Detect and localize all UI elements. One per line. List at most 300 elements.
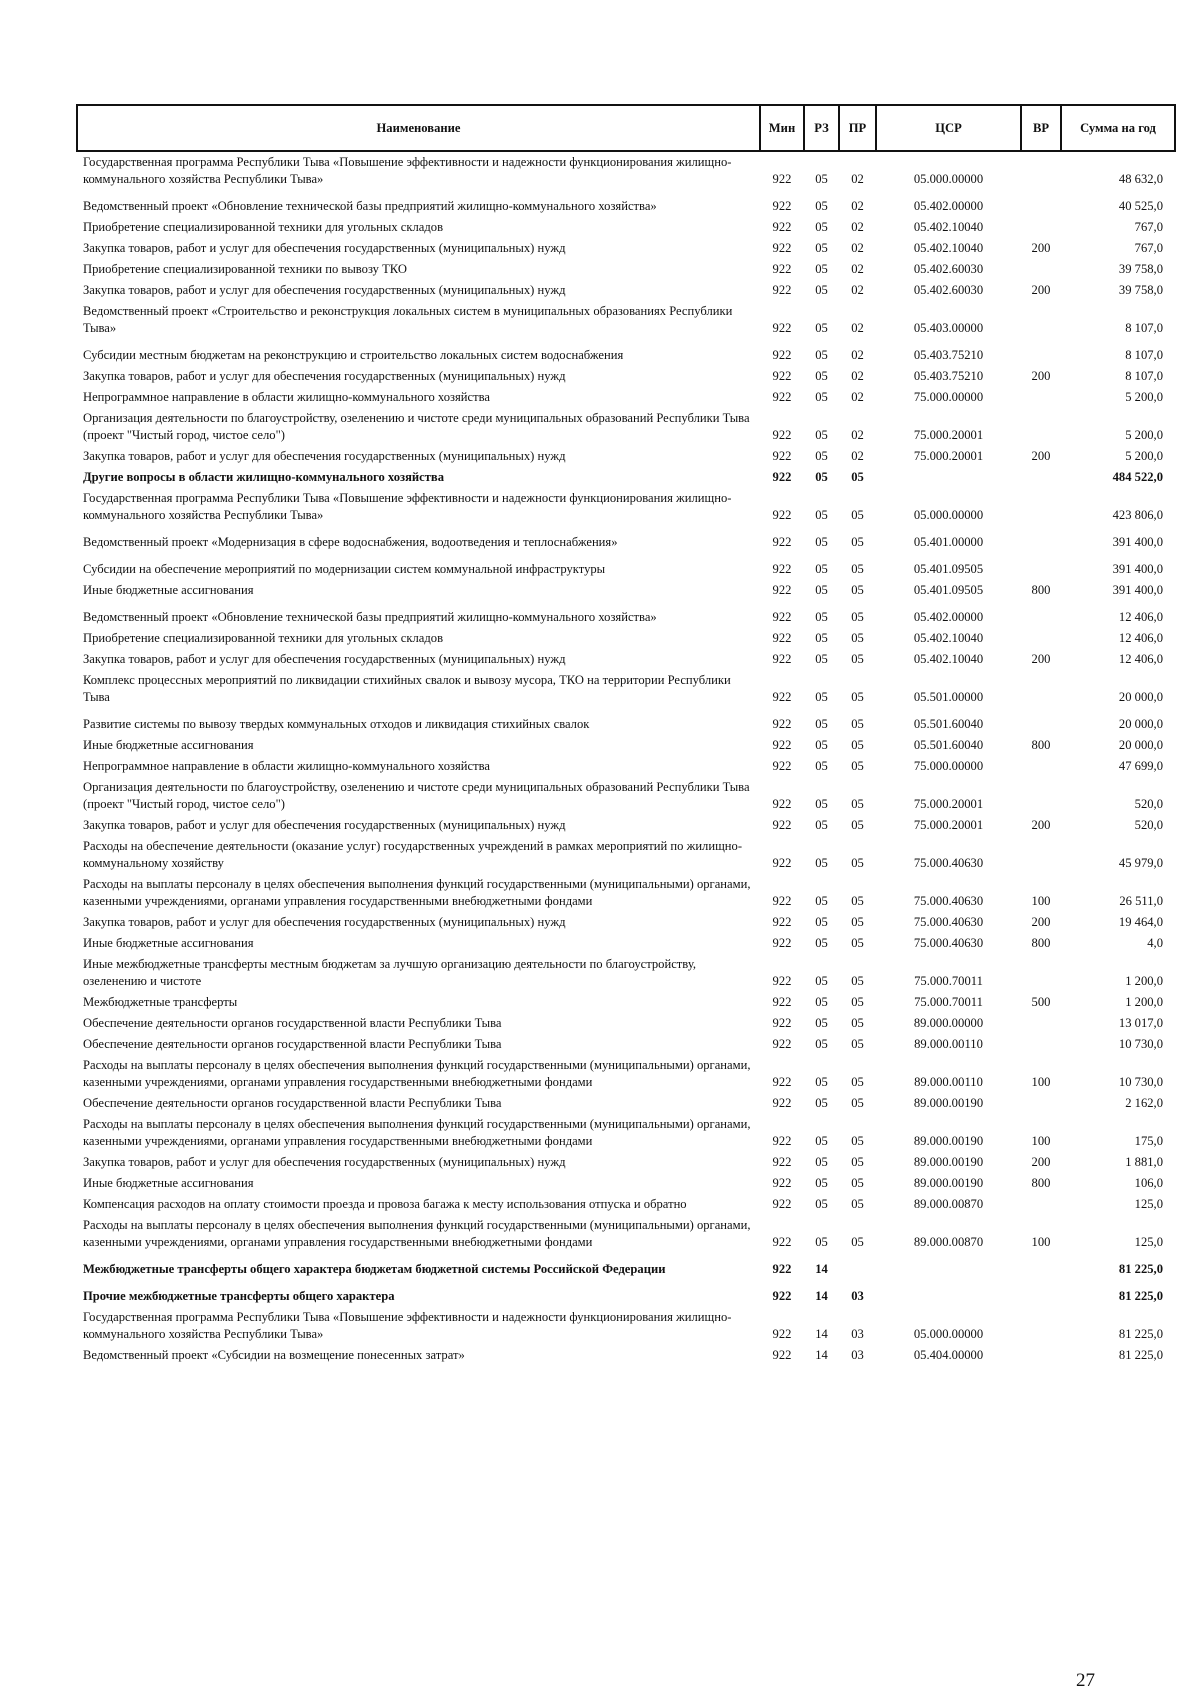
- cell-min: 922: [772, 241, 792, 255]
- cell-min: 922: [772, 348, 792, 362]
- cell-csr: 75.000.40630: [913, 915, 984, 929]
- cell-rz: 05: [815, 1134, 828, 1148]
- cell-min: 922: [772, 1096, 792, 1110]
- cell-name: Непрограммное направление в области жилищно-коммунального хозяйства: [83, 759, 490, 773]
- cell-sum: 20 000,0: [1118, 738, 1163, 752]
- cell-min: 922: [772, 936, 792, 950]
- cell-name: Расходы на выплаты персоналу в целях обеспечения выполнения функций государственными (муниципальными) органами, казенными учреждениями, органами управления государственными внебюджетными фондами: [83, 877, 751, 908]
- cell-min: 922: [772, 220, 792, 234]
- cell-pr: 05: [851, 995, 864, 1009]
- cell-rz: 05: [815, 283, 828, 297]
- cell-min: 922: [772, 690, 792, 704]
- cell-rz: 05: [815, 321, 828, 335]
- cell-pr: 05: [851, 562, 864, 576]
- cell-vr: [1021, 836, 1061, 874]
- cell-pr: 05: [851, 936, 864, 950]
- cell-sum: 767,0: [1134, 241, 1163, 255]
- cell-vr: [1021, 1307, 1061, 1345]
- cell-vr: 200: [1031, 449, 1051, 463]
- cell-pr: 05: [851, 717, 864, 731]
- cell-pr: 03: [851, 1327, 864, 1341]
- cell-vr: [1021, 217, 1061, 238]
- cell-min: 922: [772, 738, 792, 752]
- cell-pr: 05: [851, 797, 864, 811]
- cell-vr: [1021, 601, 1061, 628]
- cell-csr: 05.401.00000: [913, 535, 984, 549]
- cell-sum: 13 017,0: [1118, 1016, 1163, 1030]
- cell-min: 922: [772, 1348, 792, 1362]
- cell-min: 922: [772, 610, 792, 624]
- cell-vr: [1021, 1093, 1061, 1114]
- cell-min: 922: [772, 974, 792, 988]
- cell-sum: 1 200,0: [1125, 974, 1163, 988]
- cell-name: Закупка товаров, работ и услуг для обеспечения государственных (муниципальных) нужд: [83, 1155, 566, 1169]
- cell-name: Обеспечение деятельности органов государственной власти Республики Тыва: [83, 1016, 502, 1030]
- cell-name: Иные бюджетные ассигнования: [83, 738, 254, 752]
- cell-vr: 200: [1031, 818, 1051, 832]
- cell-pr: 02: [851, 199, 864, 213]
- cell-name: Приобретение специализированной техники для угольных складов: [83, 220, 444, 234]
- header-name: Наименование: [77, 105, 760, 151]
- cell-csr: 75.000.20001: [913, 797, 984, 811]
- cell-name: Ведомственный проект «Обновление технической базы предприятий жилищно-коммунального хозяйства»: [83, 199, 657, 213]
- cell-rz: 05: [815, 199, 828, 213]
- table-row: [77, 1307, 1175, 1345]
- cell-vr: 800: [1031, 583, 1051, 597]
- cell-sum: 1 881,0: [1125, 1155, 1163, 1169]
- cell-sum: 391 400,0: [1112, 583, 1163, 597]
- cell-rz: 05: [815, 818, 828, 832]
- table-row: [77, 933, 1175, 954]
- cell-pr: 05: [851, 818, 864, 832]
- cell-pr: 05: [851, 856, 864, 870]
- cell-name: Закупка товаров, работ и услуг для обеспечения государственных (муниципальных) нужд: [83, 449, 566, 463]
- cell-rz: 05: [815, 1016, 828, 1030]
- cell-min: 922: [772, 449, 792, 463]
- cell-vr: [1021, 526, 1061, 553]
- cell-rz: 14: [815, 1289, 828, 1303]
- cell-pr: 05: [851, 610, 864, 624]
- table-row: [77, 815, 1175, 836]
- cell-csr: 05.501.60040: [913, 738, 984, 752]
- cell-name: Обеспечение деятельности органов государственной власти Республики Тыва: [83, 1096, 502, 1110]
- cell-sum: 8 107,0: [1125, 369, 1163, 383]
- cell-pr: 05: [851, 690, 864, 704]
- cell-min: 922: [772, 1134, 792, 1148]
- cell-pr: 05: [851, 1176, 864, 1190]
- cell-sum: 767,0: [1134, 220, 1163, 234]
- cell-pr: 02: [851, 283, 864, 297]
- table-row: [77, 408, 1175, 446]
- cell-vr: [1021, 259, 1061, 280]
- cell-min: 922: [772, 652, 792, 666]
- table-row: [77, 151, 1175, 190]
- cell-sum: 48 632,0: [1118, 172, 1163, 186]
- cell-rz: 05: [815, 1075, 828, 1089]
- cell-rz: 05: [815, 690, 828, 704]
- table-row: [77, 874, 1175, 912]
- cell-rz: 05: [815, 562, 828, 576]
- cell-vr: [1021, 387, 1061, 408]
- cell-pr: 03: [851, 1348, 864, 1362]
- cell-vr: [1021, 339, 1061, 366]
- cell-rz: 05: [815, 936, 828, 950]
- cell-csr: 75.000.20001: [913, 818, 984, 832]
- cell-name: Иные бюджетные ассигнования: [83, 936, 254, 950]
- cell-pr: 02: [851, 390, 864, 404]
- cell-min: 922: [772, 915, 792, 929]
- table-row: [77, 1013, 1175, 1034]
- cell-csr: [876, 1253, 1021, 1280]
- table-row: [77, 1055, 1175, 1093]
- cell-vr: [1021, 467, 1061, 488]
- cell-rz: 05: [815, 449, 828, 463]
- cell-name: Закупка товаров, работ и услуг для обеспечения государственных (муниципальных) нужд: [83, 652, 566, 666]
- cell-sum: 175,0: [1134, 1134, 1163, 1148]
- cell-rz: 05: [815, 470, 828, 484]
- cell-rz: 05: [815, 428, 828, 442]
- cell-pr: 02: [851, 172, 864, 186]
- cell-rz: 05: [815, 390, 828, 404]
- cell-rz: 14: [815, 1348, 828, 1362]
- cell-name: Закупка товаров, работ и услуг для обеспечения государственных (муниципальных) нужд: [83, 241, 566, 255]
- cell-pr: 02: [851, 321, 864, 335]
- cell-sum: 81 225,0: [1118, 1289, 1163, 1303]
- cell-rz: 05: [815, 717, 828, 731]
- cell-name: Закупка товаров, работ и услуг для обеспечения государственных (муниципальных) нужд: [83, 369, 566, 383]
- cell-csr: 89.000.00190: [913, 1176, 984, 1190]
- cell-sum: 45 979,0: [1118, 856, 1163, 870]
- cell-csr: 89.000.00110: [914, 1075, 983, 1089]
- table-row: [77, 601, 1175, 628]
- cell-name: Ведомственный проект «Строительство и реконструкция локальных систем в муниципальных образованиях Республики Тыва»: [83, 304, 733, 335]
- cell-csr: 05.401.09505: [913, 583, 984, 597]
- cell-csr: 75.000.40630: [913, 936, 984, 950]
- table-row: [77, 1215, 1175, 1253]
- cell-rz: 05: [815, 535, 828, 549]
- cell-name: Ведомственный проект «Обновление технической базы предприятий жилищно-коммунального хозяйства»: [83, 610, 657, 624]
- table-row: [77, 992, 1175, 1013]
- cell-sum: 5 200,0: [1125, 390, 1163, 404]
- cell-rz: 05: [815, 1037, 828, 1051]
- table-row: [77, 1194, 1175, 1215]
- table-row: [77, 1034, 1175, 1055]
- cell-sum: 26 511,0: [1119, 894, 1163, 908]
- cell-pr: 05: [851, 894, 864, 908]
- cell-min: 922: [772, 1235, 792, 1249]
- cell-rz: 05: [815, 652, 828, 666]
- cell-vr: [1021, 408, 1061, 446]
- cell-name: Государственная программа Республики Тыва «Повышение эффективности и надежности функционирования жилищно-коммунального хозяйства Республики Тыва»: [83, 1310, 732, 1341]
- table-row: [77, 708, 1175, 735]
- cell-name: Субсидии местным бюджетам на реконструкцию и строительство локальных систем водоснабжения: [83, 348, 624, 362]
- cell-csr: 05.402.00000: [913, 199, 984, 213]
- cell-name: Государственная программа Республики Тыва «Повышение эффективности и надежности функционирования жилищно-коммунального хозяйства Республики Тыва»: [83, 155, 732, 186]
- cell-min: 922: [772, 508, 792, 522]
- cell-min: 922: [772, 1197, 792, 1211]
- cell-rz: 05: [815, 974, 828, 988]
- header-row: [77, 105, 1175, 151]
- table-body: [77, 151, 1175, 1366]
- cell-min: 922: [772, 1327, 792, 1341]
- budget-table: [76, 104, 1176, 1366]
- cell-name: Компенсация расходов на оплату стоимости проезда и провоза багажа к месту использования отпуска и обратно: [83, 1197, 687, 1211]
- cell-sum: 4,0: [1147, 936, 1163, 950]
- cell-vr: 100: [1031, 1075, 1051, 1089]
- table-row: [77, 649, 1175, 670]
- cell-csr: 05.000.00000: [913, 1327, 984, 1341]
- cell-name: Иные бюджетные ассигнования: [83, 1176, 254, 1190]
- header-csr: ЦСР: [876, 105, 1021, 151]
- cell-rz: 05: [815, 1197, 828, 1211]
- cell-vr: 200: [1031, 652, 1051, 666]
- cell-pr: 05: [851, 1075, 864, 1089]
- cell-csr: 05.402.60030: [913, 262, 984, 276]
- cell-rz: 05: [815, 583, 828, 597]
- cell-min: 922: [772, 1289, 792, 1303]
- cell-pr: 05: [851, 1016, 864, 1030]
- cell-vr: [1021, 1013, 1061, 1034]
- cell-rz: 05: [815, 369, 828, 383]
- page-number: 27: [1076, 1670, 1095, 1691]
- cell-name: Иные межбюджетные трансферты местным бюджетам за лучшую организацию деятельности по благоустройству, озеленению и чистоте: [83, 957, 697, 988]
- cell-rz: 05: [815, 1096, 828, 1110]
- cell-name: Межбюджетные трансферты общего характера бюджетам бюджетной системы Российской Федерации: [83, 1262, 666, 1276]
- header-vr: ВР: [1021, 105, 1061, 151]
- cell-csr: 05.501.00000: [913, 690, 984, 704]
- table-row: [77, 387, 1175, 408]
- cell-pr: 02: [851, 348, 864, 362]
- cell-csr: 89.000.00190: [913, 1096, 984, 1110]
- table-row: [77, 1114, 1175, 1152]
- table-row: [77, 339, 1175, 366]
- cell-name: Непрограммное направление в области жилищно-коммунального хозяйства: [83, 390, 490, 404]
- cell-min: 922: [772, 1037, 792, 1051]
- cell-pr: 05: [851, 1134, 864, 1148]
- table-row: [77, 526, 1175, 553]
- cell-vr: [1021, 708, 1061, 735]
- header-rz: РЗ: [804, 105, 839, 151]
- cell-pr: 05: [851, 631, 864, 645]
- cell-pr: 05: [851, 1197, 864, 1211]
- cell-name: Приобретение специализированной техники по вывозу ТКО: [83, 262, 407, 276]
- cell-sum: 5 200,0: [1125, 449, 1163, 463]
- cell-rz: 05: [815, 856, 828, 870]
- cell-csr: [876, 467, 1021, 488]
- cell-rz: 05: [815, 262, 828, 276]
- cell-min: 922: [772, 759, 792, 773]
- cell-name: Организация деятельности по благоустройству, озеленению и чистоте среди муниципальных образований Республики Тыва (проект "Чистый город, чистое село"): [83, 411, 750, 442]
- cell-rz: 05: [815, 1155, 828, 1169]
- cell-rz: 05: [815, 220, 828, 234]
- cell-csr: 89.000.00110: [914, 1037, 983, 1051]
- cell-csr: 75.000.00000: [913, 759, 984, 773]
- cell-pr: 05: [851, 1037, 864, 1051]
- cell-rz: 05: [815, 610, 828, 624]
- cell-vr: 200: [1031, 241, 1051, 255]
- cell-vr: [1021, 190, 1061, 217]
- cell-sum: 81 225,0: [1118, 1327, 1163, 1341]
- cell-sum: 520,0: [1134, 818, 1163, 832]
- cell-sum: 12 406,0: [1118, 652, 1163, 666]
- cell-pr: 05: [851, 1155, 864, 1169]
- cell-sum: 125,0: [1134, 1197, 1163, 1211]
- cell-vr: [1021, 553, 1061, 580]
- cell-rz: 05: [815, 759, 828, 773]
- cell-name: Субсидии на обеспечение мероприятий по модернизации систем коммунальной инфраструктуры: [83, 562, 606, 576]
- cell-rz: 05: [815, 172, 828, 186]
- cell-min: 922: [772, 1016, 792, 1030]
- cell-min: 922: [772, 717, 792, 731]
- cell-csr: 05.402.00000: [913, 610, 984, 624]
- cell-rz: 05: [815, 995, 828, 1009]
- cell-pr: 05: [851, 738, 864, 752]
- cell-sum: 423 806,0: [1112, 508, 1163, 522]
- cell-vr: 100: [1031, 894, 1051, 908]
- cell-rz: 05: [815, 631, 828, 645]
- table-row: [77, 238, 1175, 259]
- cell-csr: 75.000.20001: [913, 428, 984, 442]
- cell-min: 922: [772, 995, 792, 1009]
- cell-name: Другие вопросы в области жилищно-коммунального хозяйства: [83, 470, 445, 484]
- cell-pr: 05: [851, 1096, 864, 1110]
- cell-sum: 8 107,0: [1125, 321, 1163, 335]
- cell-csr: 75.000.40630: [913, 856, 984, 870]
- cell-name: Ведомственный проект «Модернизация в сфере водоснабжения, водоотведения и теплоснабжения»: [83, 535, 618, 549]
- cell-csr: 75.000.70011: [914, 995, 983, 1009]
- cell-name: Закупка товаров, работ и услуг для обеспечения государственных (муниципальных) нужд: [83, 915, 566, 929]
- table-row: [77, 446, 1175, 467]
- cell-vr: 200: [1031, 369, 1051, 383]
- cell-vr: [1021, 1034, 1061, 1055]
- cell-name: Расходы на выплаты персоналу в целях обеспечения выполнения функций государственными (муниципальными) органами, казенными учреждениями, органами управления государственными внебюджетными фондами: [83, 1218, 751, 1249]
- cell-pr: 05: [851, 759, 864, 773]
- cell-sum: 81 225,0: [1118, 1262, 1163, 1276]
- cell-name: Иные бюджетные ассигнования: [83, 583, 254, 597]
- cell-min: 922: [772, 631, 792, 645]
- cell-sum: 106,0: [1134, 1176, 1163, 1190]
- cell-sum: 47 699,0: [1118, 759, 1163, 773]
- header-pr: ПР: [839, 105, 876, 151]
- cell-pr: 05: [851, 508, 864, 522]
- cell-sum: 81 225,0: [1118, 1348, 1163, 1362]
- cell-csr: 05.000.00000: [913, 172, 984, 186]
- cell-vr: 100: [1031, 1235, 1051, 1249]
- cell-vr: [1021, 1253, 1061, 1280]
- table-row: [77, 1093, 1175, 1114]
- header-min: Мин: [760, 105, 804, 151]
- cell-csr: 05.403.00000: [913, 321, 984, 335]
- cell-rz: 05: [815, 738, 828, 752]
- table-row: [77, 366, 1175, 387]
- cell-vr: 200: [1031, 283, 1051, 297]
- cell-rz: 05: [815, 915, 828, 929]
- cell-sum: 20 000,0: [1118, 690, 1163, 704]
- cell-csr: 05.402.10040: [913, 652, 984, 666]
- cell-min: 922: [772, 369, 792, 383]
- cell-vr: [1021, 1194, 1061, 1215]
- cell-sum: 484 522,0: [1112, 470, 1163, 484]
- cell-name: Обеспечение деятельности органов государственной власти Республики Тыва: [83, 1037, 502, 1051]
- cell-csr: 05.402.10040: [913, 241, 984, 255]
- cell-sum: 39 758,0: [1118, 262, 1163, 276]
- cell-sum: 12 406,0: [1118, 610, 1163, 624]
- cell-csr: [876, 1280, 1021, 1307]
- cell-pr: 05: [851, 470, 864, 484]
- cell-csr: 05.404.00000: [913, 1348, 984, 1362]
- cell-pr: 02: [851, 262, 864, 276]
- cell-min: 922: [772, 818, 792, 832]
- cell-csr: 05.403.75210: [913, 348, 984, 362]
- table-header: [77, 105, 1175, 151]
- cell-csr: 89.000.00190: [913, 1134, 984, 1148]
- cell-vr: [1021, 1280, 1061, 1307]
- table-row: [77, 190, 1175, 217]
- cell-csr: 05.000.00000: [913, 508, 984, 522]
- cell-name: Расходы на выплаты персоналу в целях обеспечения выполнения функций государственными (муниципальными) органами, казенными учреждениями, органами управления государственными внебюджетными фондами: [83, 1058, 751, 1089]
- cell-csr: 05.402.10040: [913, 631, 984, 645]
- cell-name: Расходы на обеспечение деятельности (оказание услуг) государственных учреждений в рамках мероприятий по жилищно-коммунальному хозяйству: [83, 839, 743, 870]
- cell-sum: 12 406,0: [1118, 631, 1163, 645]
- cell-pr: 02: [851, 428, 864, 442]
- cell-sum: 2 162,0: [1125, 1096, 1163, 1110]
- cell-sum: 20 000,0: [1118, 717, 1163, 731]
- cell-pr: 05: [851, 583, 864, 597]
- cell-pr: 02: [851, 220, 864, 234]
- table-row: [77, 301, 1175, 339]
- cell-vr: [1021, 488, 1061, 526]
- table-row: [77, 488, 1175, 526]
- cell-csr: 05.402.10040: [913, 220, 984, 234]
- cell-csr: 75.000.70011: [914, 974, 983, 988]
- table-row: [77, 1152, 1175, 1173]
- cell-csr: 89.000.00000: [913, 1016, 984, 1030]
- cell-pr: 02: [851, 241, 864, 255]
- cell-vr: [1021, 954, 1061, 992]
- cell-min: 922: [772, 321, 792, 335]
- table-row: [77, 259, 1175, 280]
- cell-sum: 19 464,0: [1118, 915, 1163, 929]
- cell-sum: 40 525,0: [1118, 199, 1163, 213]
- cell-name: Закупка товаров, работ и услуг для обеспечения государственных (муниципальных) нужд: [83, 818, 566, 832]
- cell-name: Закупка товаров, работ и услуг для обеспечения государственных (муниципальных) нужд: [83, 283, 566, 297]
- cell-min: 922: [772, 535, 792, 549]
- cell-pr: 02: [851, 369, 864, 383]
- cell-vr: [1021, 628, 1061, 649]
- cell-vr: [1021, 777, 1061, 815]
- table-row: [77, 836, 1175, 874]
- cell-sum: 10 730,0: [1118, 1037, 1163, 1051]
- cell-sum: 1 200,0: [1125, 995, 1163, 1009]
- cell-rz: 05: [815, 894, 828, 908]
- cell-name: Организация деятельности по благоустройству, озеленению и чистоте среди муниципальных образований Республики Тыва (проект "Чистый город, чистое село"): [83, 780, 750, 811]
- cell-vr: 200: [1031, 915, 1051, 929]
- table-row: [77, 1173, 1175, 1194]
- cell-min: 922: [772, 172, 792, 186]
- table-row: [77, 912, 1175, 933]
- cell-vr: [1021, 301, 1061, 339]
- cell-min: 922: [772, 797, 792, 811]
- cell-vr: 800: [1031, 1176, 1051, 1190]
- cell-vr: [1021, 756, 1061, 777]
- table-row: [77, 467, 1175, 488]
- cell-sum: 5 200,0: [1125, 428, 1163, 442]
- cell-vr: [1021, 670, 1061, 708]
- cell-pr: 05: [851, 1235, 864, 1249]
- table-row: [77, 1253, 1175, 1280]
- cell-min: 922: [772, 1262, 792, 1276]
- cell-name: Государственная программа Республики Тыва «Повышение эффективности и надежности функционирования жилищно-коммунального хозяйства Республики Тыва»: [83, 491, 732, 522]
